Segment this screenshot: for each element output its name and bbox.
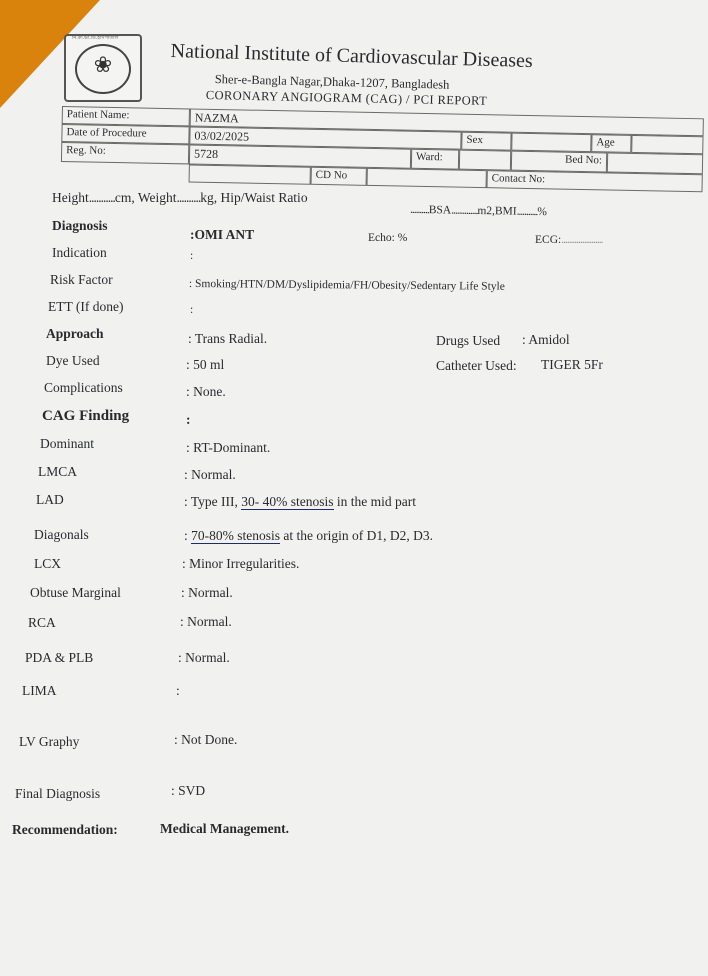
risk-factor-label: Risk Factor <box>50 272 113 287</box>
lad-stenosis-underlined: 30- 40% stenosis <box>241 494 334 509</box>
cag-finding-value: : <box>186 412 191 427</box>
indication-label: Indication <box>52 245 107 260</box>
patient-name-value: NAZMA <box>190 108 704 136</box>
age-label: Age <box>591 134 631 153</box>
ward-label: Ward: <box>411 149 459 170</box>
ecg-field: ECG:...................... <box>535 234 603 246</box>
patient-name-label: Patient Name: <box>62 106 190 126</box>
echo-field: Echo: % <box>368 232 408 244</box>
report-title: CORONARY ANGIOGRAM (CAG) / PCI REPORT <box>205 88 488 108</box>
lv-graphy-value: : Not Done. <box>174 732 238 747</box>
rca-value: : Normal. <box>180 614 232 629</box>
reg-no-value: 5728 <box>189 144 411 168</box>
final-diagnosis-label: Final Diagnosis <box>15 786 101 801</box>
cd-no-value <box>367 168 487 188</box>
cag-finding-label: CAG Finding <box>42 408 130 424</box>
diagonals-label: Diagonals <box>34 527 89 542</box>
institute-logo <box>64 34 142 102</box>
dominant-label: Dominant <box>40 436 94 451</box>
lima-label: LIMA <box>22 683 57 698</box>
obtuse-marginal-value: : Normal. <box>181 585 233 600</box>
bed-no-label: Bed No: <box>511 151 607 173</box>
ett-label: ETT (If done) <box>48 299 124 314</box>
diagnosis-value: :OMI ANT <box>190 227 255 242</box>
lad-label: LAD <box>36 492 64 507</box>
diagnosis-label: Diagnosis <box>52 218 108 233</box>
drugs-used-label: Drugs Used <box>436 333 501 348</box>
catheter-used-value: TIGER 5Fr <box>541 357 603 372</box>
lmca-label: LMCA <box>38 464 78 479</box>
catheter-used-label: Catheter Used: <box>436 358 517 373</box>
lima-value: : <box>176 683 180 698</box>
lotus-icon: ❀ <box>93 52 113 77</box>
cd-no-label: CD No <box>311 167 367 186</box>
diagonals-stenosis-underlined: 70-80% stenosis <box>191 528 281 543</box>
dye-used-value: : 50 ml <box>186 357 225 372</box>
cd-blank <box>189 164 311 184</box>
reg-no-label: Reg. No: <box>61 142 189 164</box>
procedure-date-value: 03/02/2025 <box>189 126 461 149</box>
lcx-label: LCX <box>34 556 61 571</box>
approach-label: Approach <box>46 326 104 341</box>
procedure-date-label: Date of Procedure <box>61 124 189 144</box>
ward-value <box>459 150 511 171</box>
bsa-label: ..........BSA..............m2,BMI...........% <box>409 203 547 219</box>
diagonals-value: : 70-80% stenosis at the origin of D1, D2, D3. <box>184 528 433 543</box>
indication-value: : <box>190 250 194 262</box>
approach-value: : Trans Radial. <box>188 331 268 346</box>
recommendation-label: Recommendation: <box>12 822 118 837</box>
final-diagnosis-value: : SVD <box>171 783 206 798</box>
institute-address: Sher-e-Bangla Nagar,Dhaka-1207, Bangladesh <box>214 72 450 92</box>
lmca-value: : Normal. <box>184 467 236 482</box>
sex-value <box>511 133 591 153</box>
ett-value: : <box>190 304 194 316</box>
lcx-value: : Minor Irregularities. <box>182 556 300 571</box>
recommendation-value: Medical Management. <box>160 821 289 836</box>
rca-label: RCA <box>28 615 56 630</box>
obtuse-marginal-label: Obtuse Marginal <box>30 585 121 600</box>
pda-plb-label: PDA & PLB <box>25 650 94 665</box>
height-label: Height...........cm, Weight..........kg, Hip/Waist Ratio <box>52 190 308 205</box>
contact-no-label: Contact No: <box>487 170 703 192</box>
complications-label: Complications <box>44 380 123 395</box>
lad-value: : Type III, 30- 40% stenosis in the mid part <box>184 494 417 509</box>
drugs-used-value: : Amidol <box>522 332 570 347</box>
pda-plb-value: : Normal. <box>178 650 230 665</box>
bed-no-value <box>607 152 703 174</box>
lv-graphy-label: LV Graphy <box>19 734 80 749</box>
sex-label: Sex <box>461 132 511 151</box>
logo-caption: নি.কা.ভা.ডি.হাসপাতাল <box>72 35 119 41</box>
institute-name: National Institute of Cardiovascular Diseases <box>170 40 533 73</box>
dye-used-label: Dye Used <box>46 353 100 368</box>
age-value <box>631 135 703 154</box>
risk-factor-value: : Smoking/HTN/DM/Dyslipidemia/FH/Obesity/Sedentary Life Style <box>188 278 505 293</box>
complications-value: : None. <box>186 384 226 399</box>
dominant-value: : RT-Dominant. <box>186 440 271 455</box>
